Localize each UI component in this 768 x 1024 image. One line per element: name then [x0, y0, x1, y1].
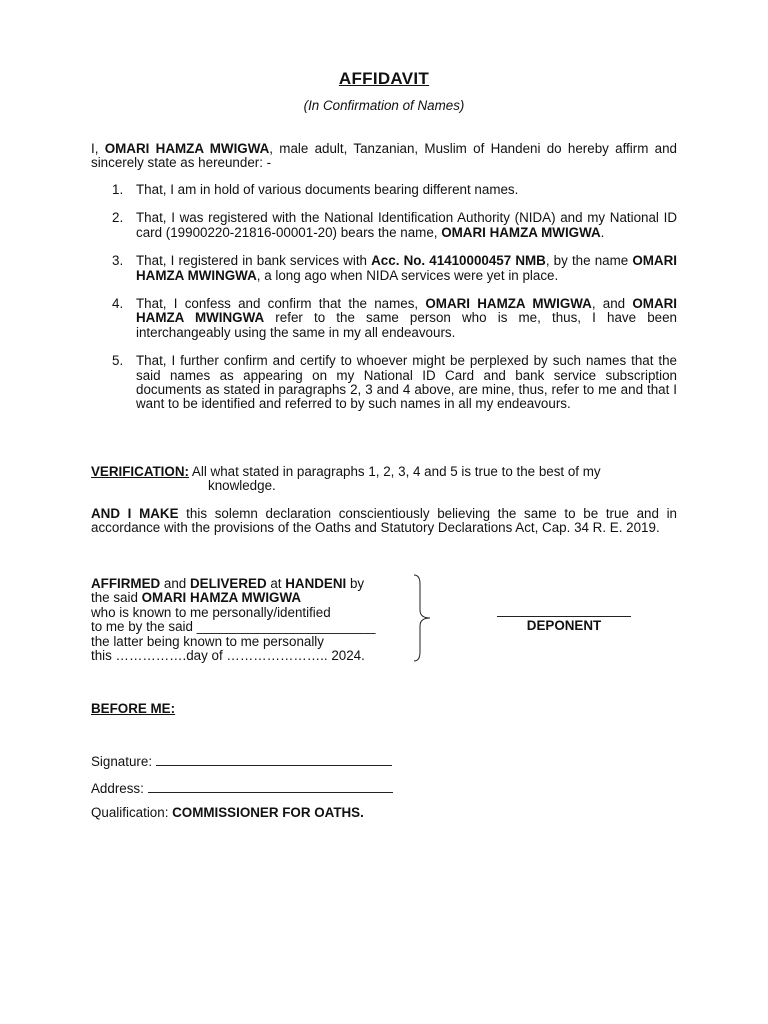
verification-heading: VERIFICATION: — [91, 464, 189, 479]
list-item — [91, 354, 677, 412]
list-item — [91, 254, 677, 283]
item-number: 1. — [112, 182, 124, 197]
deponent-name: OMARI HAMZA MWIGWA — [104, 141, 270, 156]
affirmation-text: by — [346, 576, 365, 591]
signature-row — [91, 753, 392, 769]
item-text: refer to the same person who is me, thus, I have been interchangeably using the same in my all endeavours. — [136, 310, 677, 340]
list-item — [91, 211, 677, 240]
signature-label: Signature: — [91, 754, 156, 769]
affirmation-line: this …………….day of ………………….. 2024. — [91, 648, 365, 664]
item-text: , a long ago when NIDA services were yet in place. — [256, 267, 559, 283]
affirmation-block — [91, 577, 411, 663]
address-row — [91, 780, 393, 796]
item-bold: OMARI HAMZA MWINGWA — [136, 296, 678, 326]
address-line — [148, 780, 393, 793]
item-number: 4. — [112, 296, 124, 312]
affirmation-text: at — [266, 576, 286, 591]
item-bold: OMARI HAMZA MWINGWA — [136, 253, 677, 283]
item-bold: OMARI HAMZA MWIGWA — [425, 296, 592, 312]
verification-text: knowledge. — [208, 478, 276, 494]
statement-list — [91, 183, 677, 426]
item-text: That, I confess and confirm that the names, — [136, 296, 426, 312]
before-me-heading: BEFORE ME: — [91, 701, 176, 716]
declaration-text: this solemn declaration conscientiously believing the same to be true and in accordance with the provisions of the Oaths and Statutory Declarations Act, Cap. 34 R. E. 2019. — [91, 506, 678, 536]
list-item — [91, 183, 677, 197]
item-text: , by the name — [545, 253, 633, 269]
item-number: 3. — [112, 253, 124, 269]
declaration-paragraph — [91, 507, 677, 536]
verification-paragraph — [91, 465, 677, 494]
item-number: 2. — [112, 210, 124, 226]
verification-text: All what stated in paragraphs 1, 2, 3, 4 and 5 is true to the best of my — [188, 464, 601, 479]
item-text: That, I registered in bank services with — [136, 253, 372, 269]
affirmation-line — [91, 577, 411, 591]
declaration-lead: AND I MAKE — [91, 506, 179, 521]
item-bold: Acc. No. 41410000457 NMB — [371, 253, 546, 269]
affirmation-line: to me by the said ________________________ — [91, 619, 376, 635]
place-name: HANDENI — [285, 576, 347, 591]
item-text: That, I am in hold of various documents bearing different names. — [136, 182, 519, 197]
affirmation-line: who is known to me personally/identified — [91, 604, 331, 620]
signature-line — [156, 753, 392, 766]
document-subtitle: (In Confirmation of Names) — [303, 98, 465, 113]
affirmed-word: AFFIRMED — [91, 576, 161, 591]
affirmation-text: and — [160, 576, 190, 591]
item-text: That, I further confirm and certify to whoever might be perplexed by such names that the said names as appearing on my National ID Card and bank service subscription documents as stated in paragraphs 2, 3 and 4 above, are mine, thus, refer to me and that I want to be identified and referred to by such names in all my endeavours. — [136, 353, 677, 412]
item-text: , and — [591, 296, 633, 312]
qualification-value: COMMISSIONER FOR OATHS. — [172, 805, 364, 820]
intro-text: , male adult, Tanzanian, Muslim of Handeni do hereby affirm and sincerely state as hereunder: - — [91, 141, 677, 171]
deponent-label: DEPONENT — [526, 618, 602, 633]
affirmation-text: the said — [91, 590, 142, 606]
right-brace-icon — [412, 574, 436, 662]
intro-paragraph — [91, 142, 677, 171]
address-label: Address: — [91, 781, 148, 796]
delivered-word: DELIVERED — [189, 576, 267, 591]
deponent-signature-line — [497, 616, 631, 617]
qualification-label: Qualification: — [91, 805, 173, 820]
item-bold: OMARI HAMZA MWIGWA — [441, 224, 601, 240]
item-number: 5. — [112, 353, 124, 369]
intro-text: I, — [91, 141, 105, 156]
item-text: . — [600, 224, 605, 240]
affirmation-line: the latter being known to me personally — [91, 633, 324, 649]
document-title: AFFIDAVIT — [338, 69, 430, 88]
deponent-name: OMARI HAMZA MWIGWA — [141, 590, 302, 606]
list-item — [91, 297, 677, 340]
affirmation-line — [91, 591, 411, 605]
qualification-row — [91, 806, 364, 820]
item-text: That, I was registered with the National Identification Authority (NIDA) and my National ID card (19900220-21816-00001-20) bears the name, — [136, 210, 677, 240]
